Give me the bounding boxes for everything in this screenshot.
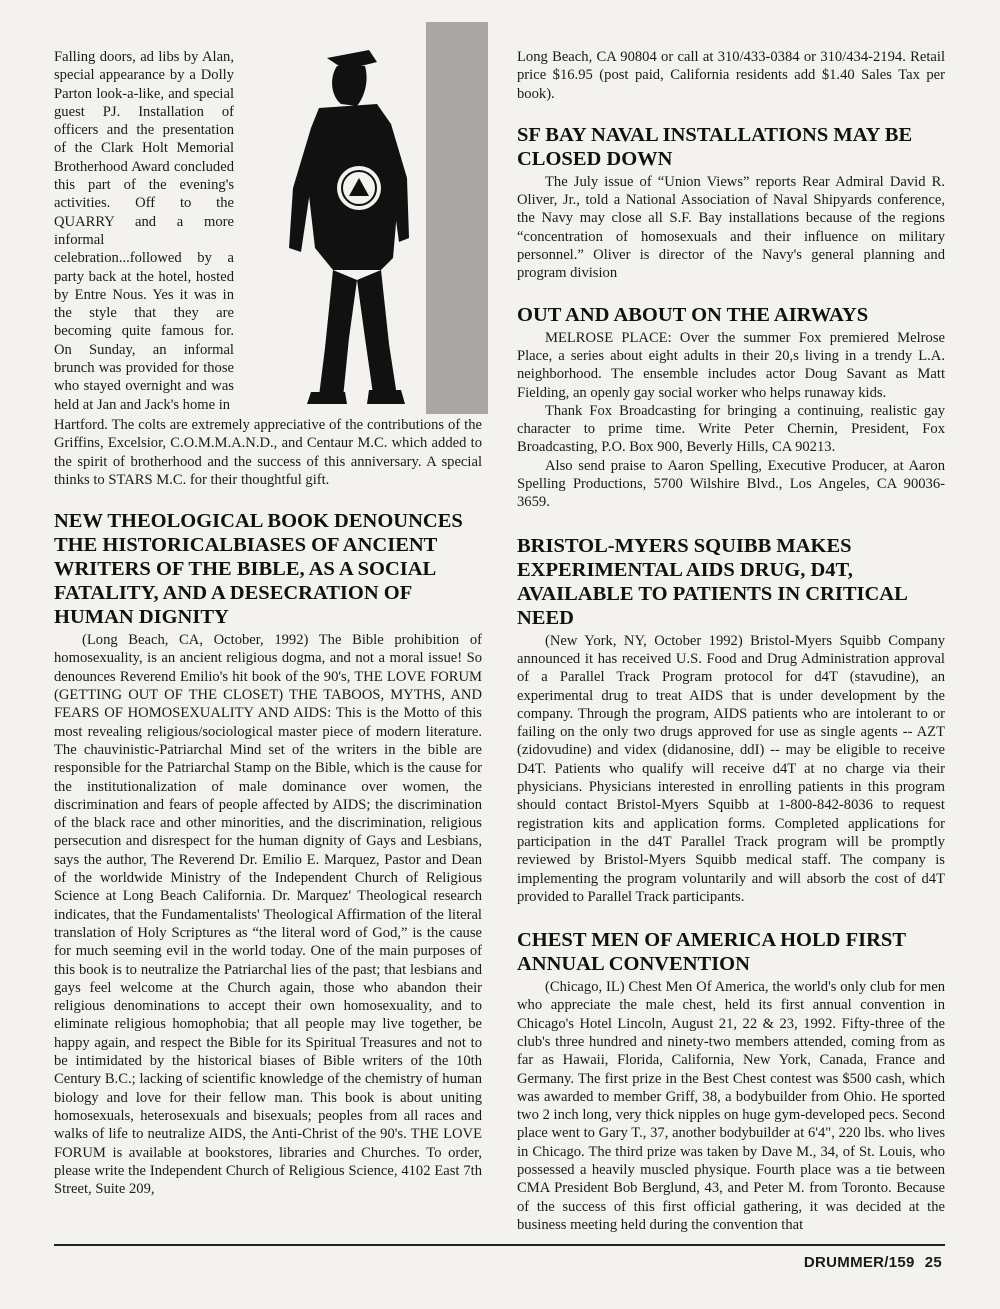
article-theological [54,509,482,1198]
left-column [54,48,482,1198]
page-footer [804,1254,942,1271]
intro-text [54,48,234,414]
airways-paragraph-2: Thank Fox Broadcasting for bringing a continuing, realistic gay character to prime time. Write Peter Chernin, President, Fox Broadcasting, P.O. Box 900, Beverly Hills, CA 90213. [517,402,945,456]
footer-rule [54,1244,945,1246]
theological-continuation: Long Beach, CA 90804 or call at 310/433-0384 or 310/434-2194. Retail price $16.95 (post paid, California residents add $1.40 Sales Tax per book). [517,49,945,102]
article-bms [517,534,945,906]
airways-paragraph-1: MELROSE PLACE: Over the summer Fox premiered Melrose Place, a series about eight adults in their 20,s living in a trendy L.A. neighborhood. The ensemble includes actor Doug Savant as Matt Fielding, an openly gay social worker who helps runaway kids. [517,329,945,401]
article-airways [517,303,945,512]
headline-chest: CHEST MEN OF AMERICA HOLD FIRST ANNUAL CONVENTION [517,929,906,976]
intro-continuation: Hartford. The colts are extremely appreciative of the contributions of the Griffins, Excelsior, C.O.M.M.A.N.D., and Centaur M.C. which added to the spirit of brotherhood and the success of this anniversary. A special thinks to STARS M.C. for their thoughtful gift. [54,417,482,488]
body-bms: (New York, NY, October 1992) Bristol-Myers Squibb Company announced it has received U.S. Food and Drug Administration approval of a Parallel Track Program protocol for d4T (stavudine), an experimental drug to treat AIDS that is under development by the company. Through the program, AIDS patients who are intolerant to or failing on the only two drugs approved for use as single agents -- AZT (zidovudine) and videx (didanosine, ddI) -- may be eligible to receive D4T. Patients who qualify will receive d4T at no charge via their physicians. Physicians interested in enrolling patients in this program should contact Bristol-Myers Squibb at 1-800-842-8036 to request registration kits and application forms. Completed applications for participation in the d4T Parallel Track program will be promptly reviewed by Bristol-Myers Squibb medical staff. The company is implementing the program voluntarily and will absorb the cost of d4T provided to Parallel Track participants. [517,632,945,905]
body-naval: The July issue of “Union Views” reports Rear Admiral David R. Oliver, Jr., told a National Association of Naval Shipyards conference, the Navy may close all S.F. Bay installations because of the regions “concentration of homosexuals and their influence on military personnel.” Oliver is director of the Navy's general planning and program division [517,173,945,282]
intro-block [54,48,482,413]
article-naval [517,123,945,283]
airways-paragraph-3: Also send praise to Aaron Spelling, Executive Producer, at Aaron Spelling Productions, 5700 Wilshire Blvd., Los Angeles, CA 90036-3659. [517,457,945,511]
body-chest: (Chicago, IL) Chest Men Of America, the world's only club for men who appreciate the male chest, held its first annual convention in Chicago's Hotel Lincoln, August 21, 22 & 23, 1992. Fifty-three of the club's three hundred and ninety-two members attended, coming from as far as Hawaii, Florida, California, New York, Canada, France and Germany. The first prize in the Best Chest contest was $500 cash, which was awarded to member Griff, 38, a bodybuilder from Ohio. He sported two 2 inch long, very thick nipples on huge gym-developed pecs. Second place went to Gary T., 37, another bodybuilder at 6'4", 220 lbs. who lives in Chicago. The third prize was taken by Dave M., 34, of St. Louis, who possessed a heavily muscled physique. Fourth place was a tie between CMA President Bob Berglund, 43, and Peter M. from Toronto. Because of the success of this first official gathering, it was decided at the business meeting held during the convention that [517,979,945,1233]
right-column [517,48,945,1234]
headline-bms: BRISTOL-MYERS SQUIBB MAKES EXPERIMENTAL AIDS DRUG, D4T, AVAILABLE TO PATIENTS IN CRITICAL NEED [517,534,907,629]
headline-airways: OUT AND ABOUT ON THE AIRWAYS [517,303,869,326]
article-chest [517,928,945,1234]
publication-name: DRUMMER/159 [803,1254,915,1271]
leatherman-silhouette-illustration [249,48,485,410]
headline-naval: SF BAY NAVAL INSTALLATIONS MAY BE CLOSED DOWN [517,123,913,170]
body-theological: (Long Beach, CA, October, 1992) The Bible prohibition of homosexuality, is an ancient religious dogma, and not a moral issue! So denounces Reverend Emilio's hit book of the 90's, THE LOVE FORUM (GETTING OUT OF THE CLOSET) THE TABOOS, MYTHS, AND FEARS OF HOMOSEXUALITY AND AIDS: This is the Motto of this most revealing religious/sociological master piece of modern literature. The chauvinistic-Patriarchal Mind set of the writers in the bible are responsible for the Patriarchal Stamp on the Bible, which is the cause for the institutionalization of male dominance over women, the discrimination and fears of people affected by AIDS; the discrimination of the black race and other minorities, and the discrimination, religious persecution and disrespect for the human dignity of Gays and Lesbians, says the author, The Reverend Dr. Emilio E. Marquez, Pastor and Dean of the worldwide Ministry of the Independent Church of Religious Science at Long Beach California. Dr. Marquez' Theological research indicates, that the Fundamentalists' Theological Affirmation of the literal translation of Holy Scriptures as “the literal word of God,” is the cause for much seeming evil in the world today. One of the main purposes of this book is to neutralize the Patriarchal lies of the past; that lesbians and gays feel welcome at the Church again, those who abandon their religious denominations to accept their own homosexuality, and to eliminate religious homophobia; that all people may live together, be happy again, and respect the Bible for its Spiritual Treasures and not to be intimidated by the historical biases of Bible writers of the 10th Century B.C.; lacking of scientific knowledge of the chemistry of human biology and love for their fellow man. This book is about uniting homosexuals, heterosexuals and bisexuals; peoples from all races and walks of life to neutralize AIDS, the Anti-Christ of the 90's. THE LOVE FORUM is available at bookstores, libraries and Churches. To order, please write the Independent Church of Religious Science, 4102 East 7th Street, Suite 209, [54,632,482,1198]
intro-paragraph: Falling doors, ad libs by Alan, special appearance by a Dolly Parton look-a-like, and special guest PJ. Installation of officers and the presentation of the Clark Holt Memorial Brotherhood Award concluded this part of the evening's activities. Off to the QUARRY and a more informal celebration...followed by a party back at the hotel, hosted by Entre Nous. Yes it was in the style that they are becoming quite famous for. On Sunday, an informal brunch was provided for those who stayed overnight and was held at Jan and Jack's home in [54,49,234,413]
headline-theological: NEW THEOLOGICAL BOOK DENOUNCES THE HISTORICALBIASES OF ANCIENT WRITERS OF THE BIBLE, AS A SOCIAL FATALITY, AND A DESECRATION OF HUMAN DIGNITY [54,510,463,629]
page-number: 25 [924,1254,942,1271]
